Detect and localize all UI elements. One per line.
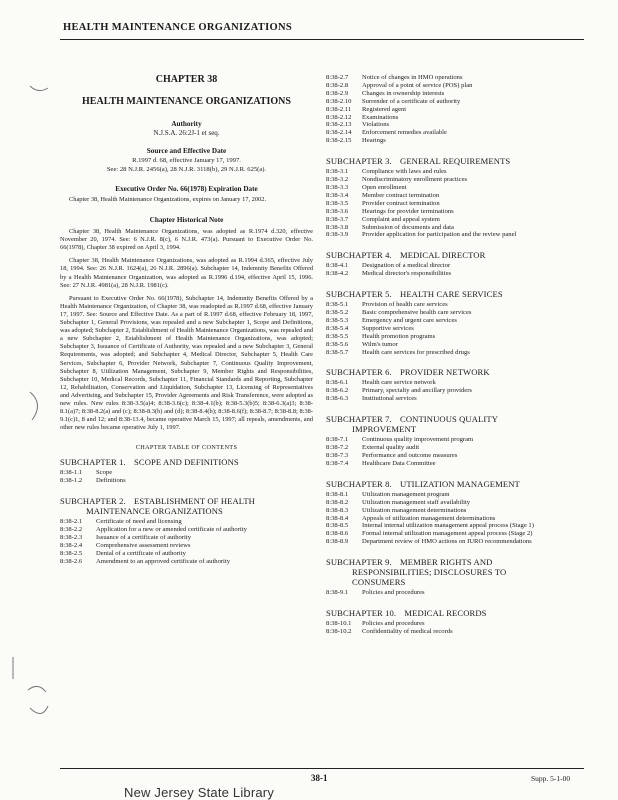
exec-order-text: Chapter 38, Health Maintenance Organizations, expires on January 17, 2002.: [69, 196, 267, 203]
toc-item: 8:38-6.3 Institutional services: [326, 395, 417, 403]
subchapter-title: HEALTH CARE SERVICES: [400, 289, 503, 300]
toc-item: 8:38-3.8 Submission of documents and data: [326, 223, 454, 231]
toc-item: 8:38-8.2 Utilization management staff availability: [326, 498, 471, 506]
authority-heading: Authority: [171, 120, 202, 128]
toc-item: 8:38-2.6 Amendment to an approved certificate of authority: [60, 557, 231, 565]
toc-item: 8:38-2.9 Changes in ownership interests: [326, 89, 445, 97]
margin-mark-icon: [28, 82, 52, 98]
toc-list: [326, 491, 588, 546]
source-line: See: 28 N.J.R. 2456(a), 28 N.J.R. 3118(b), 29 N.J.R. 625(a).: [106, 166, 267, 173]
subchapter-title: ESTABLISHMENT OF HEALTH: [134, 496, 255, 507]
toc-item: 8:38-4.2 Medical director's responsibilities: [326, 270, 452, 278]
subchapter-heading: [326, 479, 588, 489]
toc-item: 8:38-5.1 Provision of health care services: [326, 301, 448, 309]
toc-list: [326, 436, 588, 468]
toc-item: 8:38-6.1 Health care service network: [326, 379, 436, 387]
toc-item: 8:38-8.6 Formal internal utilization management appeal process (Stage 2): [326, 530, 533, 538]
subchapter-title-cont: MAINTENANCE ORGANIZATIONS: [86, 506, 223, 517]
subchapter-heading: [326, 367, 588, 377]
toc-item: 8:38-2.3 Issuance of a certificate of authority: [60, 533, 192, 541]
toc-item: 8:38-5.6 Wilm's tumor: [326, 340, 398, 348]
subchapter-title: MEMBER RIGHTS AND: [400, 557, 493, 568]
subchapter-heading: [326, 250, 588, 260]
toc-item: 8:38-8.5 Internal internal utilization management appeal process (Stage 1): [326, 522, 534, 530]
subchapter-label: SUBCHAPTER 2.: [60, 496, 126, 507]
subchapter-label: SUBCHAPTER 4.: [326, 250, 392, 261]
toc-list: [60, 518, 313, 565]
toc-item: 8:38-2.15 Hearings: [326, 137, 386, 145]
toc-item: 8:38-2.5 Denial of a certificate of authority: [60, 549, 186, 557]
toc-item: 8:38-10.1 Policies and procedures: [326, 620, 425, 628]
toc-item: 8:38-8.9 Department review of HMO actions on IURO recommendations: [326, 538, 532, 546]
toc-list: [326, 620, 588, 636]
toc-list: [326, 301, 588, 356]
toc-item: 8:38-2.4 Comprehensive assessment reviews: [60, 541, 191, 549]
supplement-date: Supp. 5-1-00: [531, 774, 571, 783]
toc-item: 8:38-2.1 Certificate of need and licensing: [60, 518, 182, 526]
toc-item: 8:38-2.12 Examinations: [326, 113, 399, 121]
toc-item: 8:38-1.2 Definitions: [60, 477, 126, 485]
toc-item: 8:38-10.2 Confidentiality of medical records: [326, 627, 453, 635]
exec-order-heading: Executive Order No. 66(1978) Expiration Date: [115, 185, 258, 193]
history-paragraph: Pursuant to Executive Order No. 66(1978), Subchapter 14, Indemnity Benefits Offered by a Health Maintenance Organization, of Chapter 38, was readopted as R.1997 d.68, effective January 17, 1997. See: Source and Effective Date. As a part of R.1997 d.68, effective February 18, 1997, Subchapter 1, General Provisions, was repealed and a new Subchapter 1, Scope and Definitions, was adopted; Subchapter 2, Establishment of Health Maintenance Organizations, was repealed and a new Subchapter 2, Establishment of Health Maintenance Organizations, was adopted; Subchapter 3, Issuance of Certificate of Authority, was repealed and a new Subchapter 3, General Requirements, was adopted; and Subchapter 4, Medical Director, Subchapter 5, Health Care Services, Subchapter 6, Provider Network, Subchapter 7, Continuous Quality Improvement, Subchapter 8, Utilization Management, Subchapter 9, Member Rights and Responsibilities, Subchapter 10, Medical Records, Subchapter 11, Financial Standards and Reporting, Subchapter 12, Rehabilitation, Conservation and Liquidation, Subchapter 13, Licensing of Representatives and Advertising, and Subchapter 15, Provider Agreements and Risk Transference, were adopted as new rules. New rules 8:38-3.5(a)4; 8:38-3.6(c); 8:38-4.1(b); 8:38-5.3(b)5; 8:38-6.3(a)3; 8:38-8.1(a)7; 8:38-8.2(a) and (c); 8:38-8.3(b) and (d); 8:38-8.4(b); 8:38-8.6(f); 8:38-8.7; 8:38-8.8; 8:38-9.1(c)1, 8 and 12; and 8:38-13.4, became operative March 15, 1997; all repeals, amendments, and other new rules became operative July 1, 1997.: [60, 294, 313, 432]
subchapter-heading: [60, 457, 313, 467]
history-heading: Chapter Historical Note: [149, 216, 224, 225]
toc-item: 8:38-2.8 Approval of a point of service (POS) plan: [326, 81, 473, 89]
chapter-title: HEALTH MAINTENANCE ORGANIZATIONS: [82, 96, 291, 107]
margin-mark-icon: [24, 680, 52, 724]
toc-item: 8:38-2.2 Application for a new or amended certificate of authority: [60, 526, 247, 534]
toc-list: [326, 589, 588, 597]
library-stamp: New Jersey State Library: [124, 785, 275, 800]
subchapter-title: GENERAL REQUIREMENTS: [400, 156, 511, 167]
toc-item: 8:38-7.2 External quality audit: [326, 444, 420, 452]
toc-item: 8:38-3.5 Provider contract termination: [326, 199, 440, 207]
toc-item: 8:38-1.1 Scope: [60, 469, 113, 477]
subchapter-label: SUBCHAPTER 1.: [60, 457, 126, 468]
toc-item: 8:38-5.4 Supportive services: [326, 324, 414, 332]
subchapter-label: SUBCHAPTER 5.: [326, 289, 392, 300]
toc-list: [60, 469, 313, 485]
history-paragraph: Chapter 38, Health Maintenance Organizations, was adopted as R.1994 d.365, effective July 18, 1994. See: 26 N.J.R. 1624(a), 26 N.J.R. 2896(a). Subchapter 14, Indemnity Benefits Offered by a Health Maintenance Organization, was adopted as R.1996 d.194, effective April 15, 1996. See: 27 N.J.R. 4981(a), 28 N.J.R. 1981(c).: [60, 257, 313, 289]
history-paragraph: Chapter 38, Health Maintenance Organizations, was adopted as R.1974 d.320, effective November 20, 1974. See: 6 N.J.R. 8(c), 6 N.J.R. 473(a). Pursuant to Executive Order No. 66(1978), Chapter 38 expired on April 3, 1994.: [60, 228, 313, 252]
toc-item: 8:38-5.7 Health care services for prescribed drugs: [326, 348, 470, 356]
subchapter-heading: [326, 608, 588, 618]
toc-item: 8:38-5.2 Basic comprehensive health care services: [326, 309, 472, 317]
subchapter-title-cont: RESPONSIBILITIES; DISCLOSURES TO: [352, 567, 507, 578]
subchapter-label: SUBCHAPTER 9.: [326, 557, 392, 568]
toc-item: 8:38-3.4 Member contract termination: [326, 191, 440, 199]
toc-list: [326, 74, 588, 145]
chapter-label: CHAPTER 38: [155, 74, 218, 85]
toc-list: [326, 379, 588, 403]
footer-rule: [60, 768, 584, 769]
subchapter-title: SCOPE AND DEFINITIONS: [134, 457, 239, 468]
subchapter-title: MEDICAL RECORDS: [404, 608, 487, 619]
toc-item: 8:38-4.1 Designation of a medical director: [326, 262, 451, 270]
running-head: HEALTH MAINTENANCE ORGANIZATIONS: [63, 22, 292, 33]
subchapter-heading: [326, 156, 588, 166]
toc-item: 8:38-2.10 Surrender of a certificate of authority: [326, 97, 461, 105]
subchapter-heading: [326, 557, 588, 587]
toc-item: 8:38-9.1 Policies and procedures: [326, 589, 425, 597]
toc-item: 8:38-3.1 Compliance with laws and rules: [326, 168, 447, 176]
subchapter-title-cont: CONSUMERS: [352, 577, 406, 588]
subchapter-title-cont: IMPROVEMENT: [352, 424, 417, 435]
toc-list: [326, 168, 588, 239]
toc-item: 8:38-2.11 Registered agent: [326, 105, 407, 113]
toc-item: 8:38-5.5 Health promotion programs: [326, 332, 436, 340]
toc-item: 8:38-3.3 Open enrollment: [326, 183, 407, 191]
toc-heading: CHAPTER TABLE OF CONTENTS: [135, 444, 238, 452]
source-heading: Source and Effective Date: [146, 147, 227, 155]
toc-item: 8:38-3.7 Complaint and appeal system: [326, 215, 440, 223]
toc-item: 8:38-8.1 Utilization management program: [326, 490, 450, 498]
subchapter-label: SUBCHAPTER 6.: [326, 367, 392, 378]
subchapter-heading: [326, 414, 588, 434]
header-rule: [60, 39, 584, 40]
toc-item: 8:38-7.4 Healthcare Data Committee: [326, 459, 436, 467]
right-column: [326, 74, 588, 636]
toc-item: 8:38-3.2 Nondiscriminatory enrollment practices: [326, 176, 468, 184]
margin-mark-icon: [22, 386, 52, 426]
subchapter-title: MEDICAL DIRECTOR: [400, 250, 486, 261]
toc-list: [326, 262, 588, 278]
toc-item: 8:38-3.9 Provider application for participation and the review panel: [326, 231, 517, 239]
left-column: [60, 62, 313, 566]
page-number: 38-1: [311, 773, 328, 783]
subchapter-label: SUBCHAPTER 8.: [326, 478, 392, 489]
margin-mark-icon: [8, 655, 18, 681]
subchapter-title: UTILIZATION MANAGEMENT: [400, 478, 520, 489]
subchapter-title: PROVIDER NETWORK: [400, 367, 490, 378]
subchapter-label: SUBCHAPTER 10.: [326, 608, 397, 619]
toc-item: 8:38-6.2 Primary, specialty and ancillary providers: [326, 387, 472, 395]
toc-item: 8:38-2.7 Notice of changes in HMO operations: [326, 74, 463, 81]
toc-item: 8:38-8.4 Appeals of utilization management determinations: [326, 514, 496, 522]
toc-item: 8:38-3.6 Hearings for provider terminations: [326, 207, 454, 215]
toc-item: 8:38-2.13 Violations: [326, 121, 390, 129]
source-line: R.1997 d. 68, effective January 17, 1997.: [132, 157, 241, 164]
toc-item: 8:38-5.3 Emergency and urgent care services: [326, 316, 457, 324]
subchapter-label: SUBCHAPTER 7.: [326, 414, 392, 425]
toc-item: 8:38-7.3 Performance and outcome measures: [326, 452, 458, 459]
subchapter-label: SUBCHAPTER 3.: [326, 156, 392, 167]
toc-item: 8:38-2.14 Enforcement remedies available: [326, 129, 447, 137]
toc-item: 8:38-8.3 Utilization management determinations: [326, 506, 467, 514]
authority-text: N.J.S.A. 26:2J-1 et seq.: [153, 129, 220, 137]
subchapter-heading: [60, 496, 313, 516]
subchapter-heading: [326, 289, 588, 299]
toc-item: 8:38-7.1 Continuous quality improvement program: [326, 436, 474, 444]
subchapter-title: CONTINUOUS QUALITY: [400, 414, 499, 425]
